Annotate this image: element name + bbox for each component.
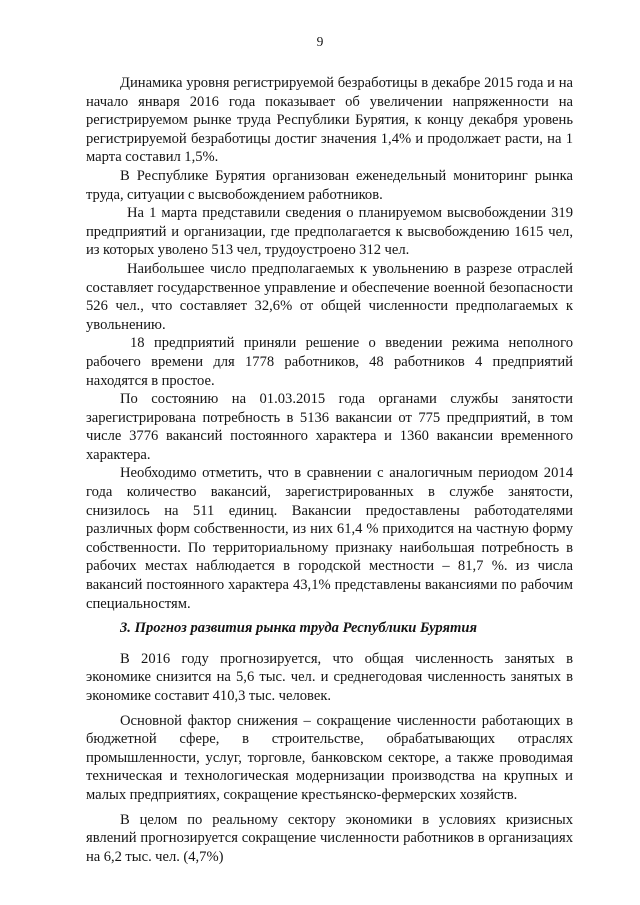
paragraph-planned-layoffs: На 1 марта представили сведения о планируемом высвобождении 319 предприятий и организации, где предполагается к высвобождению 1615 чел, из которых уволено 513 чел, трудоустроено 312 чел.: [86, 205, 573, 259]
paragraph-unemployment-dynamics: Динамика уровня регистрируемой безработицы в декабре 2015 года и на начало января 2016 года показывает об увеличении напряженности на регистрируемом рынке труда Республики Бурятия, к концу декабря уровень регистрируемой безработицы достиг значения 1,4% и продолжает расти, на 1 марта составил 1,5%.: [86, 75, 573, 166]
page-number: 9: [316, 34, 324, 49]
section-heading: 3. Прогноз развития рынка труда Республики Бурятия: [120, 620, 478, 637]
paragraph-vacancy-comparison: Необходимо отметить, что в сравнении с аналогичным периодом 2014 года количество вакансий, зарегистрированных в службе занятости, снизилось на 511 единиц. Вакансии предоставлены работодателями различных форм собственности, из них 61,4 % приходится на частную форму собственности. По территориальному признаку наибольшая потребность в рабочих местах наблюдается в городской местности – 81,7 %. из числа вакансий постоянного характера 43,1% представлены вакансиями по рабочим специальностям.: [86, 465, 573, 612]
paragraph-vacancy-demand: По состоянию на 01.03.2015 года органами службы занятости зарегистрирована потребность в 5136 вакансии от 775 предприятий, в том числе 3776 вакансий постоянного характера и 1360 вакансии временного характера.: [86, 391, 573, 463]
paragraph-employment-forecast: В 2016 году прогнозируется, что общая численность занятых в экономике снизится на 5,6 тыс. чел. и среднегодовая численность занятых в экономике составит 410,3 тыс. человек.: [86, 650, 573, 704]
paragraph-part-time-regime: 18 предприятий приняли решение о введении режима неполного рабочего времени для 1778 работников, 48 работников 4 предприятий находятся в простое.: [86, 335, 573, 389]
paragraph-real-sector-forecast: В целом по реальному сектору экономики в условиях кризисных явлений прогнозируется сокращение численности работников в организациях на 6,2 тыс. чел. (4,7%): [86, 811, 573, 865]
paragraph-layoffs-by-industry: Наибольшее число предполагаемых к увольнению в разрезе отраслей составляет государственное управление и обеспечение военной безопасности 526 чел., что составляет 32,6% от общей численности предполагаемых к увольнению.: [86, 260, 573, 333]
paragraph-labor-monitoring: В Республике Бурятия организован еженедельный мониторинг рынка труда, ситуации с высвобождением работников.: [86, 167, 573, 203]
paragraph-decline-factors: Основной фактор снижения – сокращение численности работающих в бюджетной сфере, в строительстве, обрабатывающих отраслях промышленности, услуг, торговле, банковском секторе, а также проводимая техническая и технологическая модернизации производства на крупных и малых предприятиях, сокращение крестьянско-фермерских хозяйств.: [86, 712, 573, 803]
document-body: [86, 74, 573, 866]
